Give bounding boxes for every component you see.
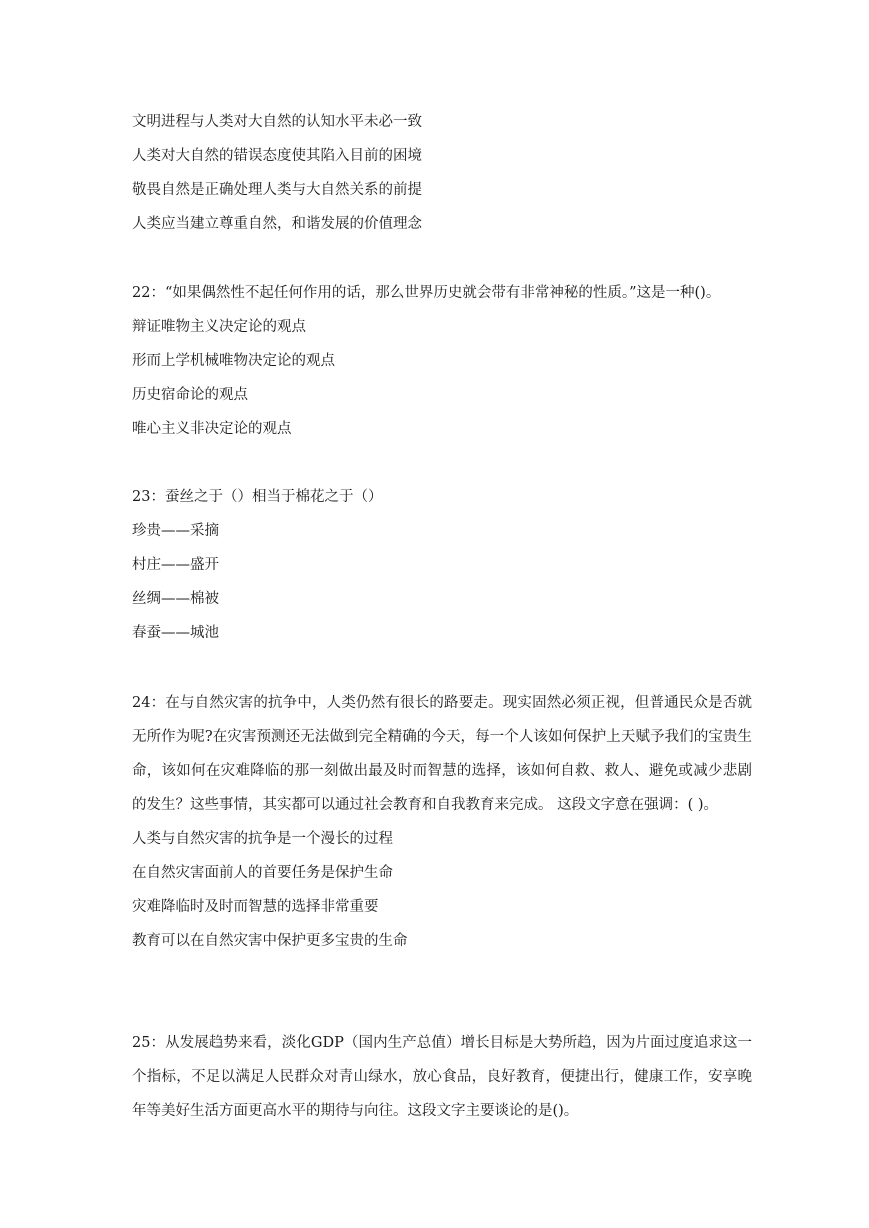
question-stem: 25：从发展趋势来看，淡化GDP（国内生产总值）增长目标是大势所趋，因为片面过度追求这一个指标，不足以满足人民群众对青山绿水，放心食品，良好教育，便捷出行，健康工作，安享晚年等美好生活方面更高水平的期待与向往。这段文字主要谈论的是()。 <box>132 1035 752 1119</box>
option-b: 形而上学机械唯物决定论的观点 <box>132 353 335 369</box>
option-c: 历史宿命论的观点 <box>132 387 248 403</box>
option-b: 村庄——盛开 <box>132 557 219 573</box>
question-21-options <box>132 105 752 241</box>
option-c: 丝绸——棉被 <box>132 591 219 607</box>
question-stem: 23：蚕丝之于（）相当于棉花之于（） <box>132 489 383 505</box>
question-22 <box>132 276 752 446</box>
option-b: 人类对大自然的错误态度使其陷入目前的困境 <box>132 148 422 164</box>
option-c: 敬畏自然是正确处理人类与大自然关系的前提 <box>132 182 422 198</box>
question-stem: 24：在与自然灾害的抗争中，人类仍然有很长的路要走。现实固然必须正视，但普通民众是否就无所作为呢?在灾害预测还无法做到完全精确的今天，每一个人该如何保护上天赋予我们的宝贵生命，该如何在灾难降临的那一刻做出最及时而智慧的选择，该如何自救、救人、避免或减少悲剧的发生？这些事情，其实都可以通过社会教育和自我教育来完成。 这段文字意在强调：( )。 <box>132 695 752 813</box>
option-d: 教育可以在自然灾害中保护更多宝贵的生命 <box>132 933 408 949</box>
option-a: 文明进程与人类对大自然的认知水平未必一致 <box>132 114 422 130</box>
question-stem: 22：“如果偶然性不起任何作用的话，那么世界历史就会带有非常神秘的性质。”这是一种()。 <box>132 285 721 301</box>
option-d: 春蚕——城池 <box>132 625 219 641</box>
question-23 <box>132 480 752 650</box>
option-a: 辩证唯物主义决定论的观点 <box>132 319 306 335</box>
option-a: 人类与自然灾害的抗争是一个漫长的过程 <box>132 831 393 847</box>
question-24 <box>132 686 752 958</box>
option-a: 珍贵——采摘 <box>132 523 219 539</box>
option-d: 人类应当建立尊重自然，和谐发展的价值理念 <box>132 216 422 232</box>
option-b: 在自然灾害面前人的首要任务是保护生命 <box>132 865 393 881</box>
question-25 <box>132 1026 752 1128</box>
option-d: 唯心主义非决定论的观点 <box>132 421 292 437</box>
option-c: 灾难降临时及时而智慧的选择非常重要 <box>132 899 379 915</box>
